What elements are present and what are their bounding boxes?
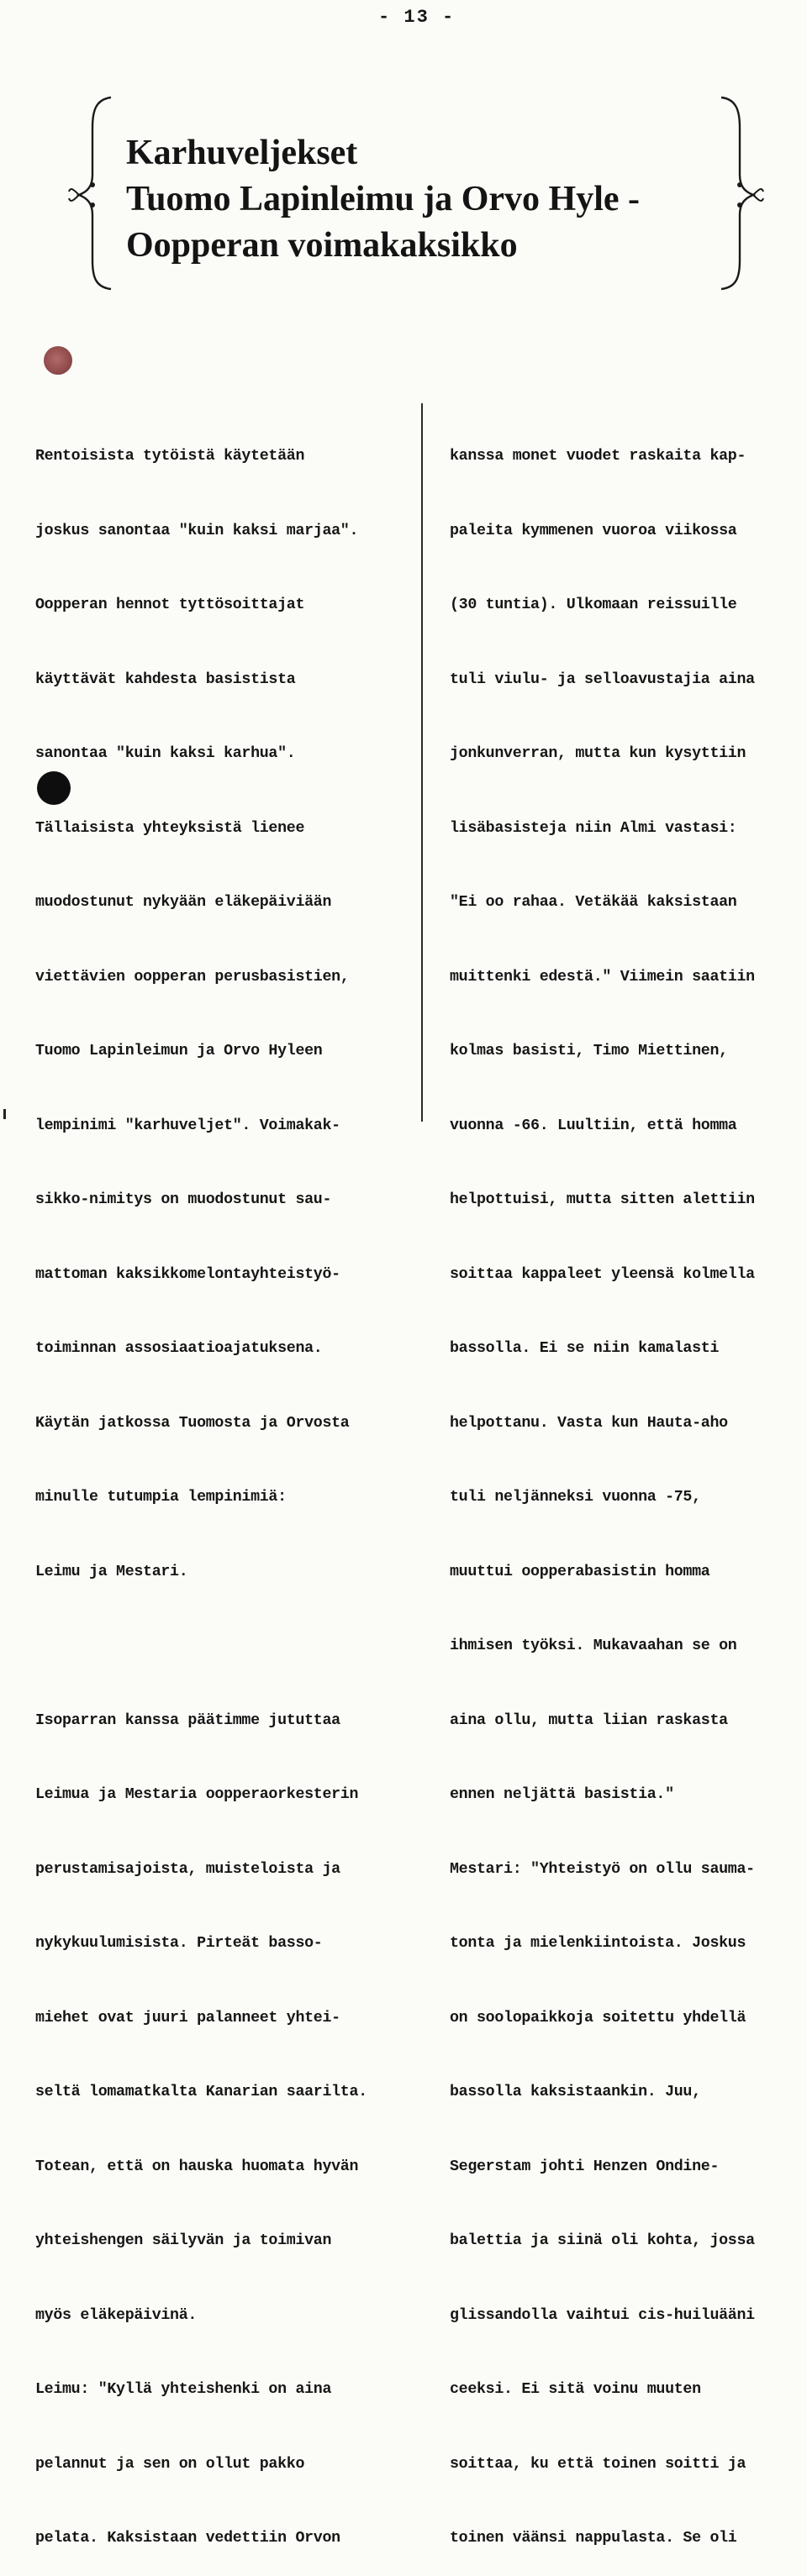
title-line-3: Oopperan voimakaksikko (126, 226, 518, 265)
text-line: lempinimi "karhuveljet". Voimakak- (35, 1117, 340, 1134)
punch-hole-top (44, 346, 72, 375)
text-line: (30 tuntia). Ulkomaan reissuille (450, 597, 737, 613)
left-text-column (35, 395, 414, 2576)
text-line: käyttävät kahdesta basistista (35, 670, 296, 688)
text-line: yhteishengen säilyvän ja toimivan (35, 2232, 332, 2249)
text-line: Käytän jatkossa Tuomosta ja Orvosta (35, 1414, 350, 1432)
text-line: joskus sanontaa "kuin kaksi marjaa". (35, 522, 359, 539)
text-line: balettia ja siinä oli kohta, jossa (450, 2232, 755, 2249)
text-line: Totean, että on hauska huomata hyvän (35, 2158, 359, 2175)
text-line: Tällaisista yhteyksistä lienee (35, 819, 305, 837)
text-line: helpottuisi, mutta sitten alettiin (450, 1191, 755, 1208)
text-line: pelannut ja sen on ollut pakko (35, 2455, 305, 2473)
text-line: mattoman kaksikkomelontayhteistyö- (35, 1265, 340, 1283)
text-line: miehet ovat juuri palanneet yhtei- (35, 2009, 340, 2027)
text-line: muodostunut nykyään eläkepäiviään (35, 894, 332, 911)
text-line: bassolla kaksistaankin. Juu, (450, 2084, 701, 2100)
text-line: soittaa kappaleet yleensä kolmella (450, 1265, 755, 1283)
text-line: sanontaa "kuin kaksi karhua". (35, 745, 296, 762)
text-line: nykykuulumisista. Pirteät basso- (35, 1935, 323, 1952)
text-line: jonkunverran, mutta kun kysyttiin (450, 745, 746, 762)
text-line: glissandolla vaihtui cis-huiluääni (450, 2306, 755, 2324)
page-number: - 13 - (378, 7, 456, 28)
text-line: seltä lomamatkalta Kanarian saarilta. (35, 2084, 367, 2100)
text-line: ihmisen työksi. Mukavaahan se on (450, 1638, 737, 1654)
text-line: paleita kymmenen vuoroa viikossa (450, 522, 737, 539)
column-divider (421, 403, 423, 1122)
title-line-1: Karhuveljekset (126, 134, 358, 172)
text-line: muittenki edestä." Viimein saatiin (450, 968, 755, 986)
text-line: pelata. Kaksistaan vedettiin Orvon (35, 2530, 340, 2547)
text-line: on soolopaikkoja soitettu yhdellä (450, 2009, 746, 2027)
text-line: soittaa, ku että toinen soitti ja (450, 2455, 746, 2473)
text-line: Segerstam johti Henzen Ondine- (450, 2158, 720, 2175)
text-line: ceeksi. Ei sitä voinu muuten (450, 2381, 701, 2398)
text-line: ennen neljättä basistia." (450, 1786, 674, 1803)
page-edge-mark (3, 1109, 6, 1119)
right-brace-ornament (706, 92, 765, 294)
text-line: toinen väänsi nappulasta. Se oli (450, 2530, 737, 2547)
text-line: perustamisajoista, muisteloista ja (35, 1860, 340, 1878)
text-line: Oopperan hennot tyttösoittajat (35, 597, 305, 613)
text-line: tuli viulu- ja selloavustajia aina (450, 670, 755, 688)
text-line: Leimua ja Mestaria oopperaorkesterin (35, 1786, 359, 1803)
text-line: Rentoisista tytöistä käytetään (35, 448, 305, 465)
article-title (126, 130, 640, 269)
text-line: vuonna -66. Luultiin, että homma (450, 1117, 737, 1134)
text-line: Leimu ja Mestari. (35, 1563, 188, 1580)
text-line: aina ollu, mutta liian raskasta (450, 1711, 728, 1729)
text-line: bassolla. Ei se niin kamalasti (450, 1340, 720, 1357)
text-line: lisäbasisteja niin Almi vastasi: (450, 819, 737, 837)
right-text-column (450, 395, 803, 2576)
text-line: sikko-nimitys on muodostunut sau- (35, 1191, 332, 1208)
text-line: kanssa monet vuodet raskaita kap- (450, 448, 746, 465)
text-line: tuli neljänneksi vuonna -75, (450, 1489, 701, 1506)
text-line: Tuomo Lapinleimun ja Orvo Hyleen (35, 1043, 323, 1059)
text-line: Leimu: "Kyllä yhteishenki on aina (35, 2381, 332, 2398)
text-line: Isoparran kanssa päätimme jututtaa (35, 1711, 340, 1729)
left-brace-ornament (67, 92, 126, 294)
text-line: toiminnan assosiaatioajatuksena. (35, 1340, 323, 1357)
text-line: minulle tutumpia lempinimiä: (35, 1489, 287, 1506)
text-line: viettävien oopperan perusbasistien, (35, 968, 350, 986)
text-line: "Ei oo rahaa. Vetäkää kaksistaan (450, 894, 737, 911)
article-title-block (67, 92, 765, 294)
text-line: tonta ja mielenkiintoista. Joskus (450, 1935, 746, 1952)
text-line: myös eläkepäivinä. (35, 2306, 198, 2324)
text-line: Mestari: "Yhteistyö on ollu sauma- (450, 1860, 755, 1878)
paragraph-gap (35, 1634, 414, 1659)
text-line: kolmas basisti, Timo Miettinen, (450, 1043, 728, 1059)
title-line-2: Tuomo Lapinleimu ja Orvo Hyle - (126, 180, 640, 218)
text-line: muuttui oopperabasistin homma (450, 1563, 710, 1580)
text-line: helpottanu. Vasta kun Hauta-aho (450, 1414, 728, 1432)
